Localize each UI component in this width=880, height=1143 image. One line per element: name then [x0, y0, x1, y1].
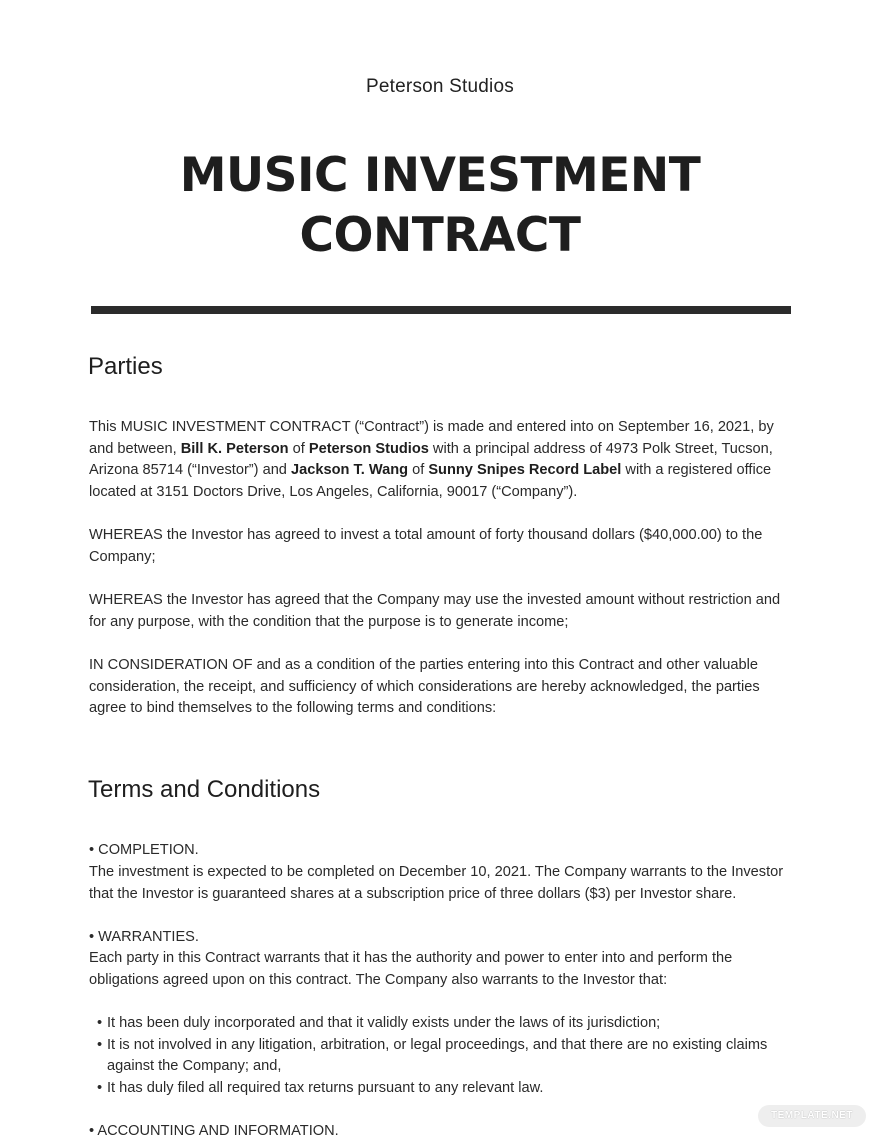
warranties-heading: • WARRANTIES.	[89, 929, 199, 945]
record-label-name: Sunny Snipes Record Label	[428, 462, 622, 479]
whereas-paragraph-1: WHEREAS the Investor has agreed to invest a total amount of forty thousand dollars ($40,000.00) to the Company;	[89, 527, 763, 565]
intro-text-5: with a registered office located at 3151 Doctors Drive, Los Angeles, California, 90017 (“Company”).	[89, 462, 772, 501]
company-name: Peterson Studios	[366, 76, 514, 97]
intro-text-1: This MUSIC INVESTMENT CONTRACT (“Contract”) is made and entered into on September 16, 2021, by and between,	[89, 419, 774, 457]
investor-company: Peterson Studios	[308, 440, 429, 457]
consideration-paragraph: IN CONSIDERATION OF and as a condition of the parties entering into this Contract and other valuable consideration, the receipt, and sufficiency of which considerations are hereby acknowledged, the parties agree to bind themselves to the following terms and conditions:	[89, 657, 760, 717]
template-watermark: TEMPLATE.NET	[758, 1105, 866, 1127]
document-title	[0, 146, 880, 266]
title-line-2: CONTRACT	[299, 208, 581, 263]
intro-text-2: of	[288, 440, 309, 457]
parties-intro-paragraph	[89, 417, 789, 504]
list-item: • It has been duly incorporated and that it validly exists under the laws of its jurisdiction;	[97, 1013, 787, 1035]
list-item: • It has duly filed all required tax returns pursuant to any relevant law.	[97, 1078, 787, 1100]
investor-name: Bill K. Peterson	[180, 440, 289, 457]
intro-text-3: with a principal address of 4973 Polk Street, Tucson, Arizona 85714 (“Investor”) and	[89, 440, 773, 479]
completion-heading: • COMPLETION.	[89, 842, 199, 858]
parties-heading: Parties	[88, 353, 163, 380]
warranty-list	[97, 1013, 787, 1100]
list-item: • It is not involved in any litigation, arbitration, or legal proceedings, and that there are no existing claims against the Company; and,	[97, 1035, 787, 1078]
intro-text-4: of	[408, 462, 429, 479]
title-divider	[91, 306, 791, 314]
warranties-paragraph: Each party in this Contract warrants that it has the authority and power to enter into and perform the obligations agreed upon on this contract. The Company also warrants to the Investor that:	[89, 950, 733, 988]
terms-heading: Terms and Conditions	[88, 776, 321, 803]
whereas-paragraph-2: WHEREAS the Investor has agreed that the Company may use the invested amount without restriction and for any purpose, with the condition that the purpose is to generate income;	[89, 592, 781, 630]
title-line-1: MUSIC INVESTMENT	[179, 148, 701, 203]
completion-paragraph: The investment is expected to be completed on December 10, 2021. The Company warrants to the Investor that the Investor is guaranteed shares at a subscription price of three dollars ($3) per Investor share.	[89, 864, 784, 902]
accounting-heading: • ACCOUNTING AND INFORMATION.	[89, 1123, 339, 1139]
company-representative: Jackson T. Wang	[290, 462, 409, 479]
